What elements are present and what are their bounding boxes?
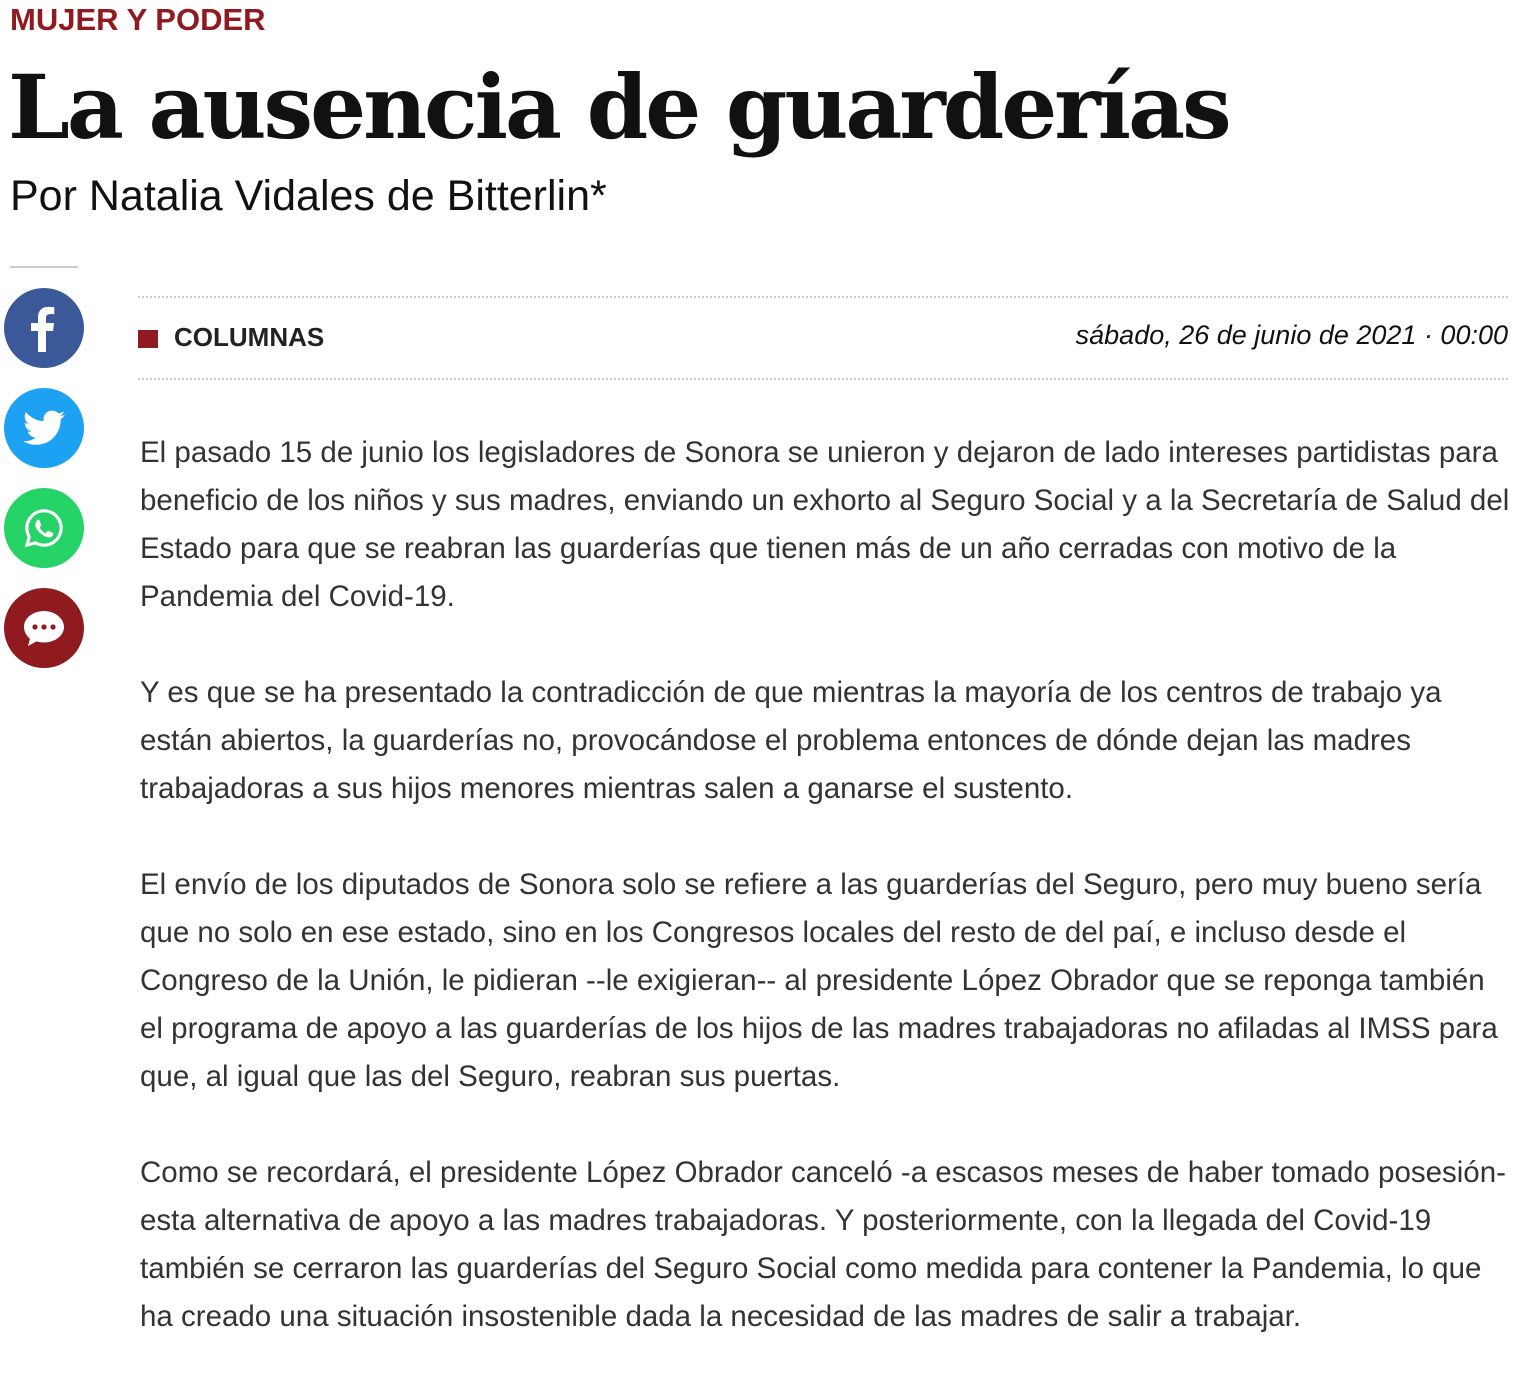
meta-bottom-divider bbox=[138, 378, 1508, 380]
whatsapp-share-button[interactable] bbox=[4, 488, 84, 568]
whatsapp-icon bbox=[23, 507, 65, 549]
byline-divider bbox=[10, 266, 78, 268]
twitter-share-button[interactable] bbox=[4, 388, 84, 468]
comment-icon bbox=[22, 608, 66, 648]
section-marker bbox=[138, 330, 158, 348]
facebook-share-button[interactable] bbox=[4, 288, 84, 368]
section-link[interactable]: COLUMNAS bbox=[174, 322, 325, 352]
article-paragraph: El pasado 15 de junio los legisladores de Sonora se unieron y dejaron de lado intereses partidistas para beneficio de los niños y sus madres, enviando un exhorto al Seguro Social y a la Secretaría de Salud del Estado para que se reabran las guarderías que tienen más de un año cerradas con motivo de la Pandemia del Covid-19. bbox=[140, 436, 1510, 613]
article-paragraph: Como se recordará, el presidente López Obrador canceló -a escasos meses de haber tomado posesión- esta alternativa de apoyo a las madres trabajadoras. Y posteriormente, con la llegada del Covid-19 también se cerraron las guarderías del Seguro Social como medida para contener la Pandemia, lo que ha creado una situación insostenible dada la necesidad de las madres de salir a trabajar. bbox=[140, 1156, 1506, 1333]
article-byline: Por Natalia Vidales de Bitterlin* bbox=[10, 172, 607, 220]
section-kicker[interactable]: MUJER Y PODER bbox=[10, 2, 266, 37]
meta-top-divider bbox=[138, 296, 1508, 298]
article-paragraph: El envío de los diputados de Sonora solo se refiere a las guarderías del Seguro, pero muy bueno sería que no solo en ese estado, sino en los Congresos locales del resto de del paí, e incluso desde el Congreso de la Unión, le pidieran --le exigieran-- al presidente López Obrador que se reponga también el programa de apoyo a las guarderías de los hijos de las madres trabajadoras no afiladas al IMSS para que, al igual que las del Seguro, reabran sus puertas. bbox=[140, 868, 1498, 1093]
article-paragraph: Y es que se ha presentado la contradicción de que mientras la mayoría de los centros de trabajo ya están abiertos, la guarderías no, provocándose el problema entonces de dónde dejan las madres trabajadoras a sus hijos menores mientras salen a ganarse el sustento. bbox=[140, 676, 1442, 805]
twitter-icon bbox=[23, 410, 65, 446]
publish-date: sábado, 26 de junio de 2021 · 00:00 bbox=[1075, 320, 1508, 350]
facebook-icon bbox=[24, 304, 64, 352]
comments-button[interactable] bbox=[4, 588, 84, 668]
article-body bbox=[140, 429, 1510, 1389]
article-title: La ausencia de guarderías bbox=[8, 55, 1229, 159]
